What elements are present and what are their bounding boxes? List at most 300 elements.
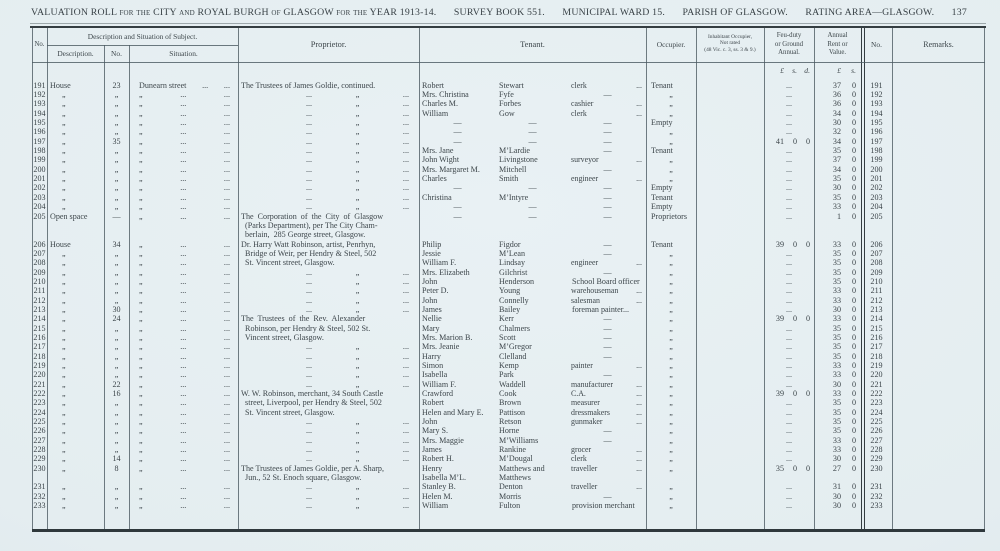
rent-value-part: 35 xyxy=(832,276,841,286)
cell-proprietor-part: ... xyxy=(402,183,409,193)
cell-situation-part: ... xyxy=(180,155,187,165)
cell-house-no: „ xyxy=(114,90,119,100)
cell-occupier: Empty xyxy=(651,202,673,212)
cell-no: 201 xyxy=(33,174,46,184)
cell-tenant-occupation: — xyxy=(603,267,612,277)
cell-tenant-occupation: — xyxy=(603,351,612,361)
cell-tenant-surname: Kerr xyxy=(499,314,514,324)
cell-situation-part: „ xyxy=(139,183,143,193)
rent-value-part: 33 xyxy=(832,202,841,212)
rent-value-part: 0 xyxy=(851,351,856,361)
cell-situation-part: „ xyxy=(139,127,143,137)
rent-value-part: 34 xyxy=(832,164,841,174)
cell-proprietor xyxy=(238,183,419,193)
cell-tenant-surname: Denton xyxy=(499,482,523,492)
cell-proprietor-part: „ xyxy=(355,435,360,445)
cell-remarks xyxy=(892,454,985,464)
masthead-rule-thin xyxy=(30,23,986,24)
cell-situation-part: „ xyxy=(139,379,143,389)
rent-value-part: 0 xyxy=(851,342,856,352)
cell-inhabitant-occupier xyxy=(696,370,764,380)
table-row xyxy=(32,333,985,342)
cell-proprietor-part: „ xyxy=(355,99,360,109)
cell-remarks xyxy=(892,445,985,455)
cell-tenant-surname: M’Dougal xyxy=(499,454,533,464)
cell-proprietor-part: „ xyxy=(355,136,360,146)
cell-no-right: 207 xyxy=(870,248,883,258)
cell-proprietor-part: ... xyxy=(306,146,313,156)
cell-occupier: „ xyxy=(669,248,673,258)
inhabitant-line2: Not rated xyxy=(719,40,741,47)
cell-tenant-occupation: — xyxy=(603,136,612,146)
cell-remarks xyxy=(892,193,985,203)
cell-situation-part: „ xyxy=(139,332,143,342)
cell-tenant-surname xyxy=(496,221,569,231)
cell-proprietor-part: ... xyxy=(402,501,409,511)
rent-value-part: 35 xyxy=(832,258,841,268)
cell-occupier: Tenant xyxy=(651,192,673,202)
cell-feu-duty: ... xyxy=(785,501,793,511)
cell-proprietor-part: ... xyxy=(402,267,409,277)
cell-situation xyxy=(129,221,238,231)
cell-no: 216 xyxy=(33,332,46,342)
cell-description: „ xyxy=(62,379,66,389)
cell-proprietor xyxy=(238,296,419,306)
cell-description: „ xyxy=(62,295,66,305)
cell-feu-duty xyxy=(764,464,814,474)
rent-value-part: 0 xyxy=(851,183,856,193)
cell-tenant-occupation: — xyxy=(603,491,612,501)
cell-description: „ xyxy=(62,389,66,399)
cell-description xyxy=(47,230,104,240)
cell-tenant-occupation-part: gunmaker xyxy=(571,417,603,427)
cell-annual-rent xyxy=(814,90,861,100)
cell-proprietor-part: ... xyxy=(306,202,313,212)
cell-proprietor-part: ... xyxy=(402,426,409,436)
cell-no-right: 209 xyxy=(870,267,883,277)
cell-annual-rent xyxy=(814,417,861,427)
rent-value-part: 35 xyxy=(832,248,841,258)
cell-no-right: 232 xyxy=(870,491,883,501)
cell-situation xyxy=(129,183,238,193)
cell-proprietor-part: „ xyxy=(355,417,360,427)
cell-inhabitant-occupier xyxy=(696,482,764,492)
table-row xyxy=(32,398,985,407)
cell-no-right: 217 xyxy=(870,342,883,352)
cell-situation-part: „ xyxy=(139,482,143,492)
cell-feu-duty: ... xyxy=(785,276,793,286)
cell-house-no: „ xyxy=(114,398,119,408)
cell-description xyxy=(47,221,104,231)
cell-tenant-forename: — xyxy=(453,127,462,137)
cell-remarks xyxy=(892,277,985,287)
cell-house-no: „ xyxy=(114,276,119,286)
rent-value-part: 0 xyxy=(851,192,856,202)
cell-tenant-surname: Mitchell xyxy=(499,164,527,174)
cell-inhabitant-occupier xyxy=(696,286,764,296)
cell-occupier: „ xyxy=(669,295,673,305)
cell-situation xyxy=(129,146,238,156)
cell-no: 225 xyxy=(33,417,46,427)
cell-inhabitant-occupier xyxy=(696,305,764,315)
cell-situation-part: ... xyxy=(223,379,230,389)
municipal-ward-label: MUNICIPAL WARD 15. xyxy=(562,7,665,18)
cell-tenant-occupation-part: measurer xyxy=(571,398,600,408)
cell-situation-part: „ xyxy=(139,192,143,202)
cell-tenant-surname: — xyxy=(528,136,537,146)
cell-tenant-occupation xyxy=(569,155,646,165)
cell-situation-part: „ xyxy=(139,361,143,370)
cell-remarks xyxy=(892,90,985,100)
cell-description: „ xyxy=(62,426,66,436)
cell-no-right: 220 xyxy=(870,370,883,380)
cell-house-no xyxy=(104,230,129,240)
rent-value-part: 0 xyxy=(851,463,856,473)
cell-tenant-forename xyxy=(419,221,496,231)
cell-situation-part: ... xyxy=(180,174,187,184)
rent-value-part: 0 xyxy=(851,407,856,417)
cell-situation-part: „ xyxy=(139,370,143,380)
cell-house-no: 8 xyxy=(114,463,119,473)
cell-house-no: 14 xyxy=(112,454,121,464)
cell-tenant-forename: Henry xyxy=(422,463,443,473)
cell-tenant-occupation: — xyxy=(603,239,612,249)
cell-inhabitant-occupier xyxy=(696,314,764,324)
table-row xyxy=(32,473,985,482)
cell-inhabitant-occupier xyxy=(696,202,764,212)
rent-value-part: 35 xyxy=(832,342,841,352)
cell-situation-part: ... xyxy=(180,239,187,249)
cell-tenant-forename: Helen and Mary E. xyxy=(422,407,484,417)
rent-value-part: 34 xyxy=(832,108,841,118)
cell-no-right: 228 xyxy=(870,445,883,455)
cell-situation-part: „ xyxy=(139,258,143,268)
currency-header-feu xyxy=(764,66,814,75)
cell-tenant-occupation xyxy=(569,380,646,390)
cell-no: 209 xyxy=(33,267,46,277)
cell-situation-part: ... xyxy=(180,108,187,118)
cell-no: 230 xyxy=(33,463,46,473)
table-row xyxy=(32,342,985,351)
cell-tenant-occupation xyxy=(569,473,646,483)
table-row xyxy=(32,380,985,389)
table-row xyxy=(32,501,985,510)
cell-proprietor-part: ... xyxy=(306,276,313,286)
rent-value-part: 34 xyxy=(832,136,841,146)
cell-situation-part: ... xyxy=(223,351,230,361)
cell-description: „ xyxy=(62,276,66,286)
cell-no: 208 xyxy=(33,258,46,268)
cell-inhabitant-occupier xyxy=(696,333,764,343)
cell-description: „ xyxy=(62,174,66,184)
cell-tenant-occupation xyxy=(569,482,646,492)
cell-occupier: „ xyxy=(669,127,673,137)
cell-proprietor-part: „ xyxy=(355,370,360,380)
cell-no-right xyxy=(861,473,892,483)
cell-feu-duty: ... xyxy=(785,295,793,305)
cell-situation xyxy=(129,342,238,352)
cell-proprietor-part: „ xyxy=(355,342,360,352)
cell-situation-part: ... xyxy=(223,286,230,296)
cell-occupier xyxy=(646,230,696,240)
cell-proprietor-part: ... xyxy=(306,379,313,389)
cell-remarks xyxy=(892,501,985,511)
table-body xyxy=(32,81,985,511)
cell-situation-part: „ xyxy=(139,174,143,184)
cell-occupier: „ xyxy=(669,304,673,314)
cell-proprietor-part: „ xyxy=(355,267,360,277)
cell-tenant-occupation: — xyxy=(603,183,612,193)
cell-occupier: Empty xyxy=(651,118,673,128)
cell-situation-part: „ xyxy=(139,239,143,249)
cell-house-no: „ xyxy=(114,491,119,501)
cell-no-right: 203 xyxy=(870,192,883,202)
rent-value-part: 0 xyxy=(851,491,856,501)
table-row xyxy=(32,464,985,473)
table-row xyxy=(32,193,985,202)
cell-description: „ xyxy=(62,323,66,333)
cell-description: „ xyxy=(62,146,66,156)
table-row xyxy=(32,155,985,164)
cell-house-no: 30 xyxy=(112,304,121,314)
cell-proprietor-part: ... xyxy=(306,118,313,128)
cell-proprietor-part: ... xyxy=(306,417,313,427)
cell-inhabitant-occupier xyxy=(696,258,764,268)
cell-situation-part: „ xyxy=(139,435,143,445)
cell-no: 224 xyxy=(33,407,46,417)
cell-remarks xyxy=(892,482,985,492)
cell-tenant-surname: Matthews and xyxy=(499,463,545,473)
table-row xyxy=(32,482,985,491)
cell-proprietor-part: „ xyxy=(355,482,360,492)
cell-tenant-surname: Rankine xyxy=(499,445,526,455)
cell-situation-part: ... xyxy=(223,332,230,342)
inhabitant-line1: Inhabitant Occupier, xyxy=(707,34,753,41)
cell-description xyxy=(47,473,104,483)
cell-situation-part: ... xyxy=(180,164,187,174)
cell-house-no: „ xyxy=(114,342,119,352)
rent-value-part: 33 xyxy=(832,370,841,380)
rent-value-part: 0 xyxy=(851,276,856,286)
cell-tenant-occupation-part: ... xyxy=(636,445,642,455)
cell-tenant-forename: Robert xyxy=(422,398,445,408)
cell-situation xyxy=(129,81,238,91)
cell-proprietor: The Corporation of the City of Glasgow xyxy=(241,211,384,221)
cell-tenant-forename: Helen M. xyxy=(422,491,453,501)
valuation-table xyxy=(32,28,985,533)
table-row xyxy=(32,212,985,221)
table-row xyxy=(32,408,985,417)
cell-situation-part: ... xyxy=(223,267,230,277)
cell-no: 192 xyxy=(33,90,46,100)
cell-annual-rent xyxy=(814,249,861,259)
cell-proprietor xyxy=(238,436,419,446)
cell-situation-part: ... xyxy=(180,463,187,473)
cell-tenant-occupation-part: clerk xyxy=(571,80,587,90)
cell-proprietor-part: ... xyxy=(402,118,409,128)
cell-no: 220 xyxy=(33,370,46,380)
cell-description: „ xyxy=(62,342,66,352)
cell-tenant-forename: Mrs. Jeanie xyxy=(422,342,460,352)
cell-proprietor-part: ... xyxy=(306,174,313,184)
cell-no: 203 xyxy=(33,192,46,202)
rent-value-part: 33 xyxy=(832,286,841,296)
cell-proprietor: St. Vincent street, Glasgow. xyxy=(241,258,335,268)
cell-feu-duty: ... xyxy=(785,426,793,436)
cell-occupier: „ xyxy=(669,174,673,184)
cell-tenant-occupation-part: ... xyxy=(636,286,642,296)
cell-feu-duty: ... xyxy=(785,80,793,90)
cell-situation-part: ... xyxy=(180,491,187,501)
cell-tenant-surname: Pattison xyxy=(499,407,526,417)
cell-description: „ xyxy=(62,267,66,277)
cell-situation xyxy=(129,109,238,119)
cell-situation-part: ... xyxy=(223,501,230,511)
rent-value-part: 0 xyxy=(851,379,856,389)
cell-situation-part: ... xyxy=(223,426,230,436)
cell-situation-part: Dunearn street xyxy=(139,80,187,90)
cell-tenant-forename: — xyxy=(453,202,462,212)
cell-remarks xyxy=(892,342,985,352)
cell-annual-rent xyxy=(814,286,861,296)
cell-no: 197 xyxy=(33,136,46,146)
cell-no: 214 xyxy=(33,314,46,324)
feu-value-part: 0 xyxy=(805,239,810,249)
cell-inhabitant-occupier xyxy=(696,249,764,259)
cell-situation xyxy=(129,408,238,418)
cell-no-right: 230 xyxy=(870,463,883,473)
cell-occupier: „ xyxy=(669,267,673,277)
cell-situation-part: „ xyxy=(139,276,143,286)
cell-situation-part: „ xyxy=(139,417,143,427)
cell-remarks xyxy=(892,240,985,250)
cell-description: „ xyxy=(62,164,66,174)
cell-feu-duty xyxy=(764,221,814,231)
cell-situation xyxy=(129,193,238,203)
cell-situation-part: ... xyxy=(223,407,230,417)
cell-house-no xyxy=(104,221,129,231)
cell-situation-part: ... xyxy=(223,342,230,352)
cell-proprietor-part: „ xyxy=(355,276,360,286)
cell-inhabitant-occupier xyxy=(696,90,764,100)
cell-no-right: 226 xyxy=(870,426,883,436)
cell-house-no: „ xyxy=(114,202,119,212)
rent-value-part: 30 xyxy=(832,118,841,128)
cell-proprietor xyxy=(238,202,419,212)
cell-situation-part: „ xyxy=(139,211,143,221)
table-row xyxy=(32,127,985,136)
cell-situation-part: ... xyxy=(223,146,230,156)
cell-proprietor-part: ... xyxy=(306,155,313,165)
cell-no-right: 211 xyxy=(870,286,883,296)
cell-house-no: 35 xyxy=(112,136,121,146)
cell-house-no: „ xyxy=(114,248,119,258)
cell-tenant-forename: James xyxy=(422,445,442,455)
rent-value-part: 0 xyxy=(851,258,856,268)
cell-proprietor-part: ... xyxy=(306,435,313,445)
cell-situation-part: ... xyxy=(223,491,230,501)
rent-value-part: 0 xyxy=(851,501,856,511)
cell-situation xyxy=(129,305,238,315)
cell-situation xyxy=(129,389,238,399)
feu-value-part: 39 xyxy=(775,389,784,399)
cell-annual-rent xyxy=(814,305,861,315)
cell-no-right: 197 xyxy=(870,136,883,146)
cell-no: 219 xyxy=(33,361,46,370)
cell-description: „ xyxy=(62,482,66,492)
cell-remarks xyxy=(892,436,985,446)
cell-house-no: „ xyxy=(114,361,119,370)
cell-no-right: 199 xyxy=(870,155,883,165)
cell-proprietor-part: ... xyxy=(306,90,313,100)
cell-remarks xyxy=(892,165,985,175)
rent-value-part: 0 xyxy=(851,174,856,184)
cell-no-right: 222 xyxy=(870,389,883,399)
cell-occupier: „ xyxy=(669,136,673,146)
cell-tenant-occupation: provision merchant xyxy=(572,501,635,511)
cell-no: 221 xyxy=(33,379,46,389)
cell-annual-rent xyxy=(814,408,861,418)
cell-annual-rent xyxy=(814,464,861,474)
cell-situation-part: „ xyxy=(139,389,143,399)
table-border-bottom xyxy=(32,529,985,531)
cell-inhabitant-occupier xyxy=(696,268,764,278)
cell-situation-part: „ xyxy=(139,304,143,314)
cell-tenant-surname: — xyxy=(528,183,537,193)
cell-situation-part: ... xyxy=(202,80,209,90)
cell-no: 228 xyxy=(33,445,46,455)
cell-description: „ xyxy=(62,108,66,118)
cell-inhabitant-occupier xyxy=(696,230,764,240)
cell-occupier: „ xyxy=(669,482,673,492)
cell-proprietor-part: „ xyxy=(355,90,360,100)
cell-proprietor-part: ... xyxy=(402,342,409,352)
cell-tenant-occupation: School Board officer xyxy=(572,276,640,286)
cell-annual-rent xyxy=(814,370,861,380)
rent-value-part: 33 xyxy=(832,389,841,399)
cell-situation xyxy=(129,174,238,184)
cell-tenant-occupation-part: ... xyxy=(636,99,642,109)
cell-situation-part: „ xyxy=(139,295,143,305)
cell-proprietor-part: ... xyxy=(402,146,409,156)
cell-occupier: „ xyxy=(669,501,673,511)
cell-description: „ xyxy=(62,258,66,268)
cell-situation xyxy=(129,286,238,296)
cell-no: 231 xyxy=(33,482,46,492)
cell-inhabitant-occupier xyxy=(696,155,764,165)
cell-house-no: „ xyxy=(114,146,119,156)
cell-inhabitant-occupier xyxy=(696,221,764,231)
page-title: VALUATION ROLL for the CITY and ROYAL BURGH of GLASGOW for the YEAR 1913-14. xyxy=(31,7,437,18)
cell-situation-part: „ xyxy=(139,118,143,128)
cell-house-no: „ xyxy=(114,426,119,436)
cell-situation-part: „ xyxy=(139,99,143,109)
cell-remarks xyxy=(892,492,985,502)
cell-feu-duty: ... xyxy=(785,398,793,408)
cell-house-no: 24 xyxy=(112,314,121,324)
cell-tenant-occupation: foreman painter... xyxy=(572,304,630,314)
cell-remarks xyxy=(892,314,985,324)
table-row xyxy=(32,454,985,463)
cell-situation xyxy=(129,454,238,464)
cell-proprietor: St. Vincent street, Glasgow. xyxy=(241,407,335,417)
cell-tenant-surname: Stewart xyxy=(499,80,524,90)
cell-proprietor-part: ... xyxy=(306,267,313,277)
cell-situation-part: ... xyxy=(223,323,230,333)
cell-proprietor-part: ... xyxy=(306,99,313,109)
table-row xyxy=(32,352,985,361)
cell-situation-part: ... xyxy=(180,304,187,314)
